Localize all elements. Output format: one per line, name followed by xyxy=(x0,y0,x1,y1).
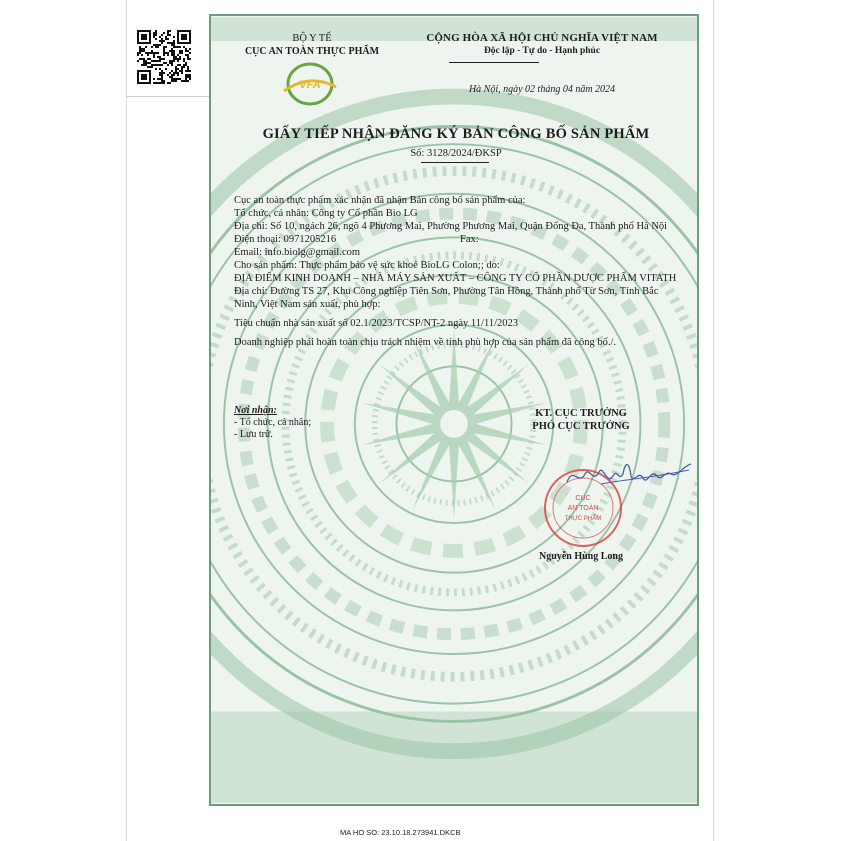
signer-name: Nguyễn Hùng Long xyxy=(539,551,623,562)
document-body xyxy=(234,194,684,349)
fax-text: Fax: xyxy=(460,234,479,245)
phone-text: Điện thoại: 0971205216 xyxy=(234,234,337,245)
title-underline xyxy=(421,162,489,163)
ministry-block xyxy=(237,32,387,58)
document-number: Số: 3128/2024/ĐKSP xyxy=(410,148,502,159)
motto-underline xyxy=(449,62,539,63)
ministry-name: BỘ Y TẾ xyxy=(292,33,332,44)
receivers-heading: Nơi nhận: xyxy=(234,405,277,416)
seal-text-1: CỤC xyxy=(575,495,591,502)
agency-name: CỤC AN TOÀN THỰC PHẨM xyxy=(244,46,380,57)
intro-line: Cục an toàn thực phẩm xác nhận đã nhận Bản công bố sản phẩm của: xyxy=(234,195,526,206)
logo-text: VFA xyxy=(299,79,321,91)
manufacturer-line: ĐỊA ĐIỂM KINH DOANH – NHÀ MÁY SẢN XUẤT – CÔNG TY CỔ PHẦN DƯỢC PHẨM VITATH xyxy=(234,273,677,284)
receivers-block xyxy=(234,405,384,441)
motto: Độc lập - Tự do - Hạnh phúc xyxy=(483,46,601,56)
signer-title xyxy=(501,407,661,433)
standard-line: Tiêu chuẩn nhà sản xuất số 02.1/2023/TCSP/NT-2 ngày 11/11/2023 xyxy=(234,318,518,329)
handwritten-signature xyxy=(561,456,699,496)
seal-text-3: THỰC PHẨM xyxy=(564,516,602,522)
manufacturer-address-line: Địa chỉ: Đường TS 27, Khu Công nghiệp Tiên Sơn, Phường Tân Hồng, Thành phố Từ Sơn, Tỉnh Bắc Ninh, Việt Nam sản xuất, phù hợp: xyxy=(234,286,659,310)
republic-block xyxy=(411,32,673,58)
file-code: MA HO SO: 23.10.18.273941.DKCB xyxy=(340,828,461,837)
signer-title-line1: KT. CỤC TRƯỞNG xyxy=(535,408,627,419)
receiver-item: - Tổ chức, cá nhân; xyxy=(234,417,312,428)
vfa-logo-icon xyxy=(274,61,346,107)
receiver-item: - Lưu trữ. xyxy=(234,429,273,440)
document-title: GIẤY TIẾP NHẬN ĐĂNG KÝ BẢN CÔNG BỐ SẢN PHẨM xyxy=(262,126,650,142)
organization-line: Tổ chức, cá nhân: Công ty Cổ phần Bio LG xyxy=(234,208,418,219)
signer-title-line2: PHÓ CỤC TRƯỞNG xyxy=(532,421,630,432)
email-line: Email: info.biolg@gmail.com xyxy=(234,247,361,258)
address-line: Địa chỉ: Số 10, ngách 26, ngõ 4 Phương Mai, Phường Phương Mai, Quận Đống Đa, Thành phố Hà Nội xyxy=(234,221,668,232)
certificate xyxy=(209,14,699,806)
place-date: Hà Nội, ngày 02 tháng 04 năm 2024 xyxy=(468,84,616,95)
qr-code xyxy=(137,30,191,84)
contact-line xyxy=(234,233,684,246)
republic-name: CỘNG HÒA XÃ HỘI CHỦ NGHĨA VIỆT NAM xyxy=(426,32,658,44)
responsibility-line: Doanh nghiệp phải hoàn toàn chịu trách nhiệm về tính phù hợp của sản phẩm đã công bố./. xyxy=(234,337,616,348)
product-line: Cho sản phẩm: Thực phẩm bảo vệ sức khoẻ BioLG Colon;; do: xyxy=(234,260,500,271)
frame-divider xyxy=(126,96,210,97)
seal-text-2: AN TOÀN xyxy=(567,505,599,512)
